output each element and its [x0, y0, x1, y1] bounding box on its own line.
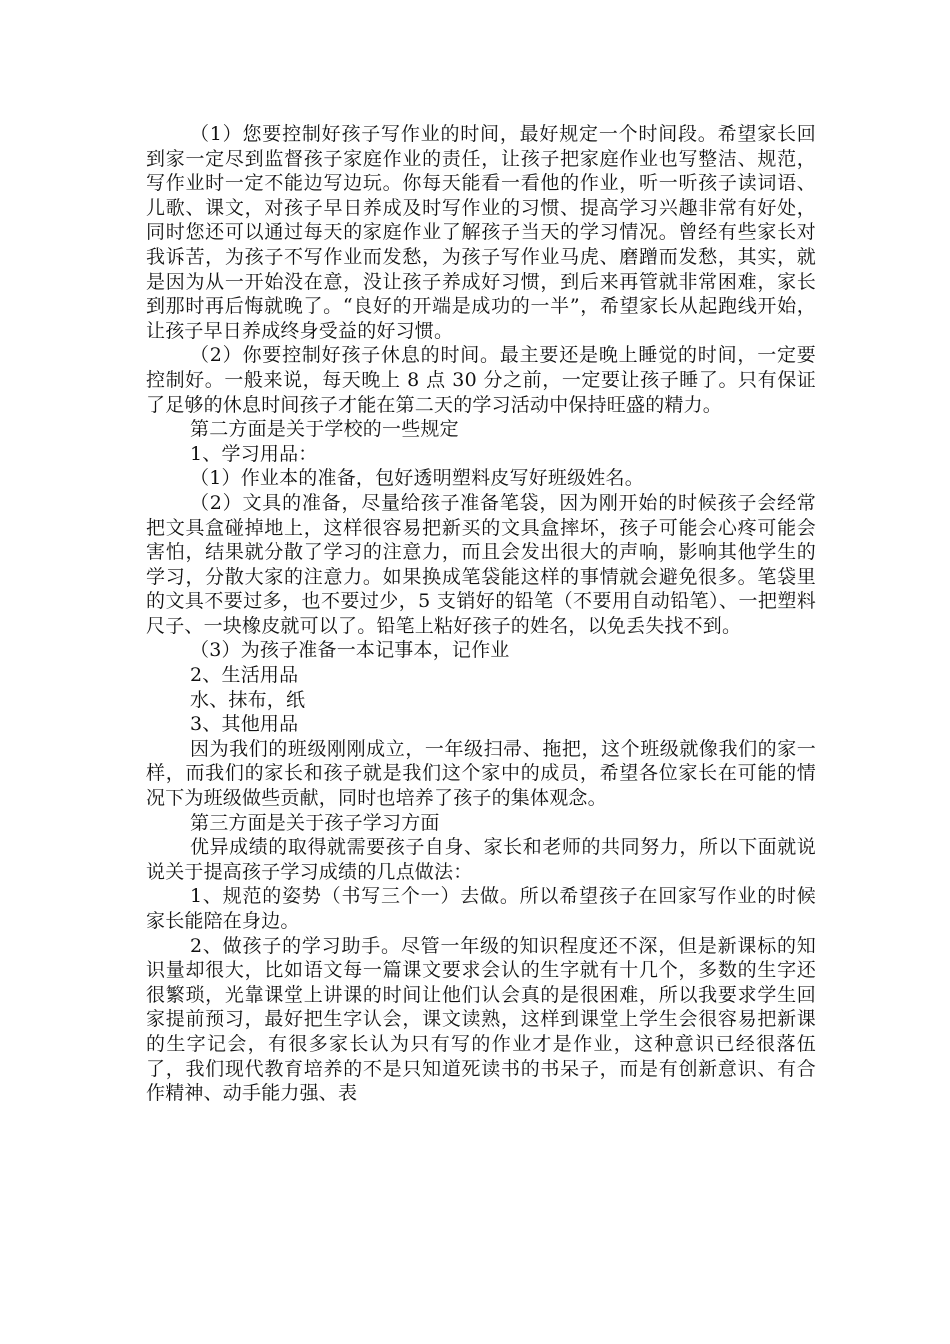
section-heading-school-rules: 第二方面是关于学校的一些规定 — [190, 418, 459, 441]
list-item-daily-supplies: 水、抹布，纸 — [190, 688, 306, 711]
paragraph-class-contribution: 因为我们的班级刚刚成立，一年级扫帚、拖把，这个班级就像我们的家一样，而我们的家长和孩子就是我们这个家中的成员，希望各位家长在可能的情况下为班级做些贡献，同时也培养了孩子的集体观念。 — [146, 737, 816, 810]
paragraph-homework-time: （1）您要控制好孩子写作业的时间，最好规定一个时间段。希望家长回到家一定尽到监督孩子家庭作业的责任，让孩子把家庭作业也写整洁、规范，写作业时一定不能边写边玩。你每天能看一看他的作业，听一听孩子读词语、儿歌、课文，对孩子早日养成及时写作业的习惯、提高学习兴趣非常有好处，同时您还可以通过每天的家庭作业了解孩子当天的学习情况。曾经有些家长对我诉苦，为孩子不写作业而发愁，为孩子写作业马虎、磨蹭而发愁，其实，就是因为从一开始没在意，没让孩子养成好习惯，到后来再管就非常困难，家长到那时再后悔就晚了。“良好的开端是成功的一半”，希望家长从起跑线开始，让孩子早日养成终身受益的好习惯。 — [146, 123, 816, 342]
paragraph-study-intro: 优异成绩的取得就需要孩子自身、家长和老师的共同努力，所以下面就说说关于提高孩子学习成绩的几点做法： — [146, 836, 816, 883]
list-heading-study-supplies: 1、学习用品： — [190, 442, 318, 465]
list-item-notebooks: （1）作业本的准备，包好透明塑料皮写好班级姓名。 — [190, 467, 644, 490]
paragraph-study-helper: 2、做孩子的学习助手。尽管一年级的知识程度还不深，但是新课标的知识量却很大，比如语文每一篇课文要求会认的生字就有十几个，多数的生字还很繁琐，光靠课堂上讲课的时间让他们认会真的是很困难，所以我要求学生回家提前预习，最好把生字认会，课文读熟，这样到课堂上学生会很容易把新课的生字记会，有很多家长认为只有写的作业才是作业，这种意识已经很落伍了，我们现代教育培养的不是只知道死读书的书呆子，而是有创新意识、有合作精神、动手能力强、表 — [146, 934, 816, 1105]
paragraph-rest-time: （2）你要控制好孩子休息的时间。最主要还是晚上睡觉的时间，一定要控制好。一般来说，每天晚上 8 点 30 分之前，一定要让孩子睡了。只有保证了足够的休息时间孩子才能在第二天的学习活动中保持旺盛的精力。 — [146, 344, 816, 416]
paragraph-posture: 1、规范的姿势（书写三个一）去做。所以希望孩子在回家写作业的时候家长能陪在身边。 — [146, 885, 816, 932]
list-heading-other-supplies: 3、其他用品 — [190, 713, 299, 736]
document-body — [146, 122, 816, 1106]
section-heading-study: 第三方面是关于孩子学习方面 — [190, 811, 440, 834]
list-item-memo-book: （3）为孩子准备一本记事本，记作业 — [190, 639, 510, 662]
list-item-stationery: （2）文具的准备，尽量给孩子准备笔袋，因为刚开始的时候孩子会经常把文具盒碰掉地上，这样很容易把新买的文具盒摔坏，孩子可能会心疼可能会害怕，结果就分散了学习的注意力，而且会发出很大的声响，影响其他学生的学习，分散大家的注意力。如果换成笔袋能这样的事情就会避免很多。笔袋里的文具不要过多，也不要过少，5 支销好的铅笔（不要用自动铅笔）、一把塑料尺子、一块橡皮就可以了。铅笔上粘好孩子的姓名，以免丢失找不到。 — [146, 491, 816, 637]
list-heading-daily-supplies: 2、生活用品 — [190, 664, 299, 687]
